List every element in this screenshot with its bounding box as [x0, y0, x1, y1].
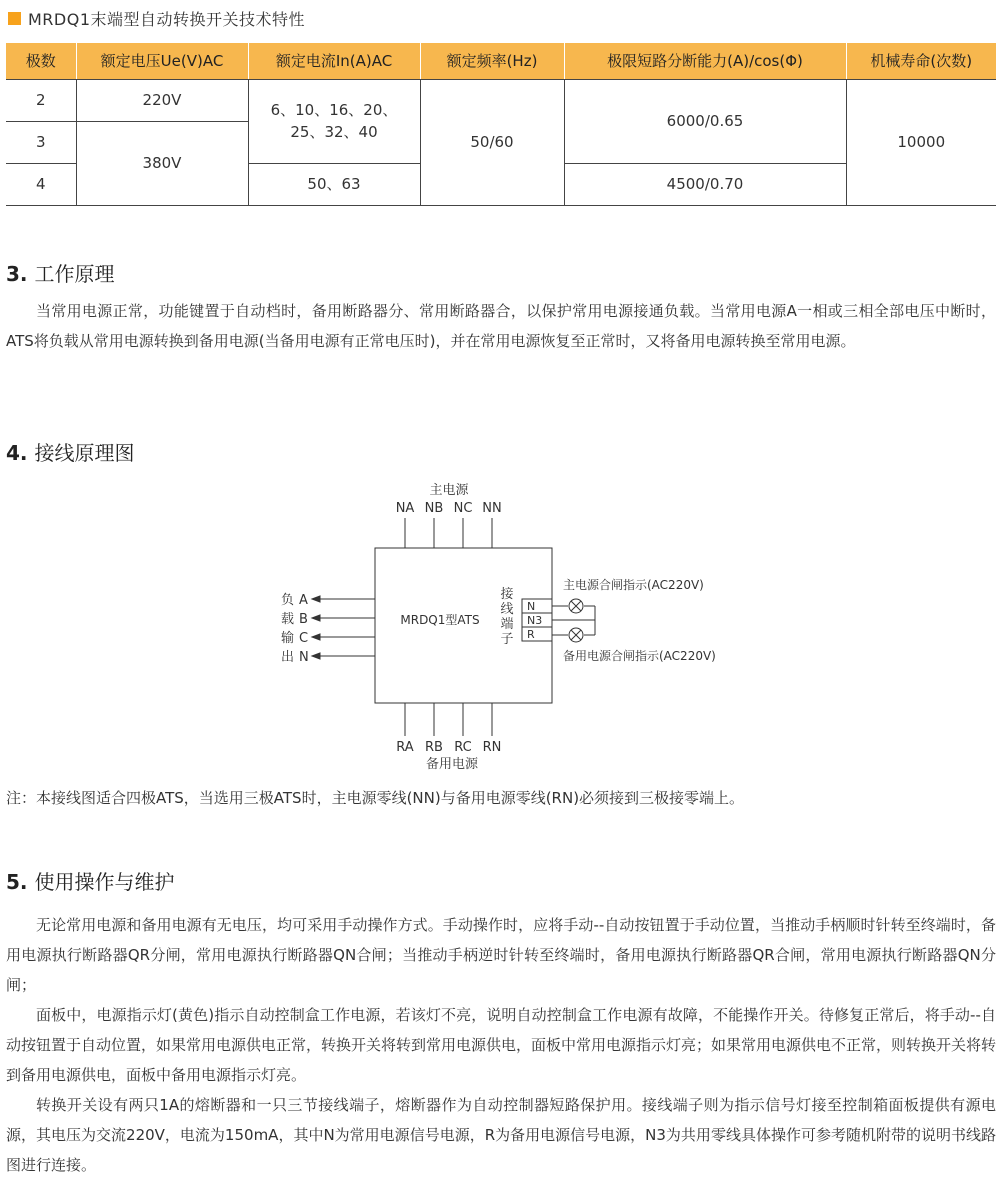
- section4-heading: [6, 437, 134, 466]
- load-term-c: C: [299, 631, 309, 646]
- spec-title: [8, 6, 305, 30]
- section3-body: [6, 296, 996, 356]
- terminal-block-char: 线: [500, 602, 514, 617]
- header-frequency: 额定频率(Hz): [420, 43, 564, 79]
- section5-paragraph: 无论常用电源和备用电源有无电压，均可采用手动操作方式。手动操作时，应将手动--自动按钮置于手动位置，当推动手柄顺时针转至终端时，备用电源执行断路器QR分闸，常用电源执行断路器QN合闸；当推动手柄逆时针转至终端时，备用电源执行断路器QR合闸，常用电源执行断路器QN分闸；: [6, 916, 996, 994]
- load-output: [281, 593, 375, 665]
- terminal-block-char: 接: [500, 587, 514, 602]
- wiring-diagram: [260, 478, 760, 778]
- terminal-nb: NB: [424, 501, 444, 516]
- section4-title: 接线原理图: [34, 441, 135, 465]
- cell-frequency: 50/60: [420, 79, 564, 205]
- main-source-label: 主电源: [429, 483, 469, 498]
- table-header-row: [6, 43, 996, 79]
- terminal-r: R: [527, 628, 535, 641]
- cell-voltage: 380V: [76, 121, 248, 205]
- load-char: 载: [281, 612, 295, 627]
- cell-current: 50、63: [248, 163, 420, 205]
- section4-number: 4.: [6, 441, 28, 465]
- cell-current-line1: 6、10、16、20、: [270, 101, 398, 119]
- arrow-left-icon: [312, 653, 320, 659]
- header-life: 机械寿命(次数): [846, 43, 996, 79]
- section5-title: 使用操作与维护: [34, 870, 175, 894]
- arrow-left-icon: [312, 596, 320, 602]
- header-voltage: 额定电压Ue(V)AC: [76, 43, 248, 79]
- cell-poles: 4: [6, 163, 76, 205]
- cell-poles: 3: [6, 121, 76, 163]
- header-breaking: 极限短路分断能力(A)/cos(Φ): [564, 43, 846, 79]
- backup-indicator-label: 备用电源合闸指示(AC220V): [563, 649, 716, 663]
- cell-breaking: 6000/0.65: [564, 79, 846, 163]
- terminal-rn: RN: [482, 740, 502, 755]
- spec-table: [6, 43, 996, 206]
- terminal-block-char: 端: [500, 617, 514, 632]
- load-term-a: A: [299, 593, 308, 608]
- arrow-left-icon: [312, 615, 320, 621]
- terminal-nn: NN: [482, 501, 502, 516]
- terminal-rc: RC: [454, 740, 472, 755]
- lamp-icon: [569, 599, 583, 613]
- load-char: 出: [281, 650, 295, 665]
- backup-source-label: 备用电源: [425, 757, 479, 772]
- terminal-rb: RB: [425, 740, 443, 755]
- lamp-icon: [569, 628, 583, 642]
- diagram-note: 注：本接线图适合四极ATS，当选用三极ATS时，主电源零线(NN)与备用电源零线(RN)必须接到三极接零端上。: [6, 789, 745, 807]
- terminal-na: NA: [395, 501, 415, 516]
- section3-text: 当常用电源正常，功能键置于自动档时，备用断路器分、常用断路器合，以保护常用电源接通负载。当常用电源A一相或三相全部电压中断时，ATS将负载从常用电源转换到备用电源(当备用电源有正常电压时)，并在常用电源恢复至正常时，又将备用电源转换至常用电源。: [6, 302, 996, 350]
- header-poles: 极数: [6, 43, 76, 79]
- spec-title-text: MRDQ1末端型自动转换开关技术特性: [28, 9, 306, 29]
- ats-label: MRDQ1型ATS: [400, 613, 480, 627]
- header-current: 额定电流In(A)AC: [248, 43, 420, 79]
- cell-life: 10000: [846, 79, 996, 205]
- top-wires: [405, 518, 492, 548]
- section3-title: 工作原理: [34, 262, 115, 286]
- cell-breaking: 4500/0.70: [564, 163, 846, 205]
- table-row: [6, 79, 996, 121]
- terminal-ra: RA: [396, 740, 414, 755]
- cell-voltage: 220V: [76, 79, 248, 121]
- section5-paragraph: 转换开关设有两只1A的熔断器和一只三节接线端子，熔断器作为自动控制器短路保护用。接线端子则为指示信号灯接至控制箱面板提供有源电源，其电压为交流220V，电流为150mA，其中N为常用电源信号电源，R为备用电源信号电源，N3为共用零线具体操作可参考随机附带的说明书线路图进行连接。: [6, 1096, 996, 1174]
- load-char: 输: [281, 631, 295, 646]
- load-char: 负: [281, 593, 295, 608]
- terminal-n3: N3: [527, 614, 543, 627]
- cell-poles: 2: [6, 79, 76, 121]
- section5-paragraph: 面板中，电源指示灯(黄色)指示自动控制盒工作电源，若该灯不亮，说明自动控制盒工作电源有故障，不能操作开关。待修复正常后，将手动--自动按钮置于自动位置，如果常用电源供电正常，转换开关将转到常用电源供电，面板中常用电源指示灯亮；如果常用电源供电不正常，则转换开关将转到备用电源供电，面板中备用电源指示灯亮。: [6, 1006, 997, 1084]
- load-term-b: B: [299, 612, 308, 627]
- terminal-n: N: [527, 600, 536, 613]
- cell-current: [248, 79, 420, 163]
- section3-heading: [6, 258, 114, 287]
- arrow-left-icon: [312, 634, 320, 640]
- terminal-block-char: 子: [500, 632, 514, 647]
- section5-heading: [6, 866, 174, 895]
- terminal-nc: NC: [453, 501, 473, 516]
- section3-number: 3.: [6, 262, 28, 286]
- main-indicator-label: 主电源合闸指示(AC220V): [563, 578, 704, 592]
- title-marker-icon: [8, 12, 21, 25]
- bottom-wires: [405, 703, 492, 736]
- cell-current-line2: 25、32、40: [290, 123, 378, 141]
- load-term-n: N: [299, 650, 309, 665]
- section5-body: [6, 910, 996, 1180]
- section5-number: 5.: [6, 870, 28, 894]
